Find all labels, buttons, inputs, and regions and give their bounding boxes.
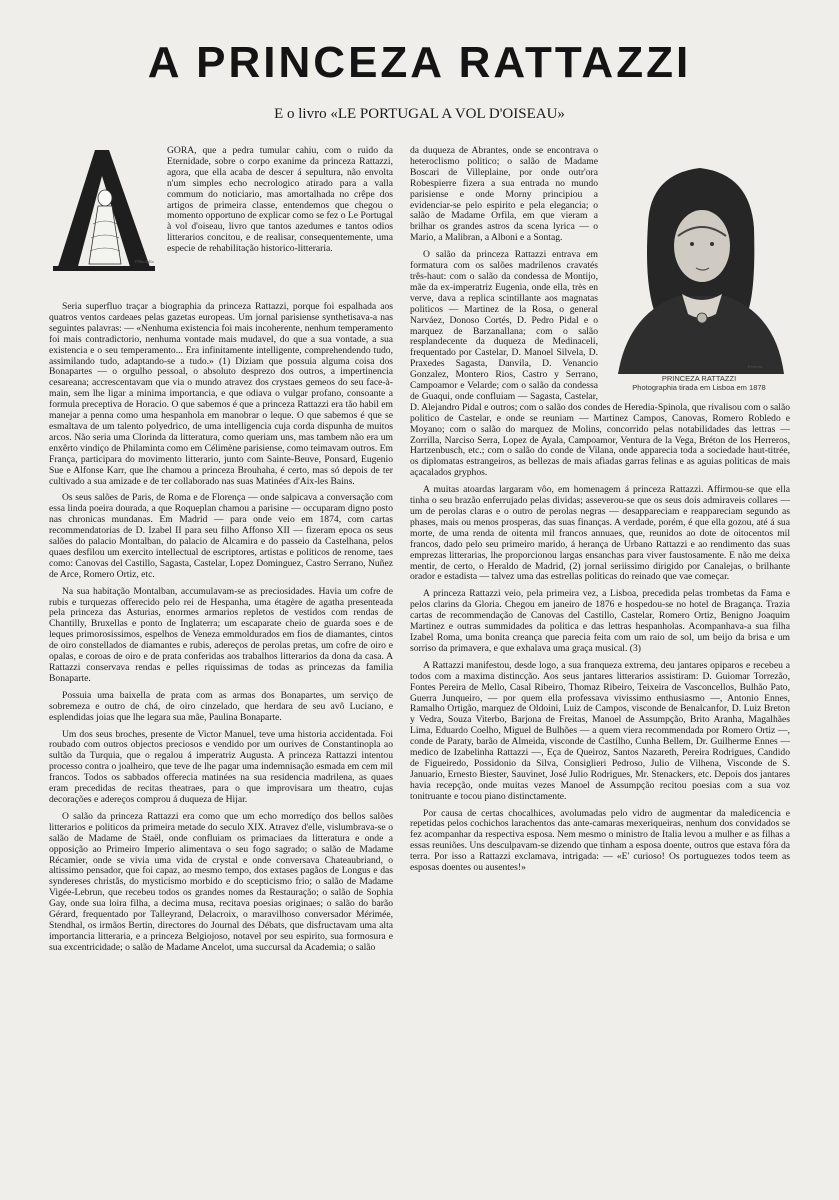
right-column xyxy=(410,146,790,1186)
svg-text:Ferreira: Ferreira xyxy=(748,364,763,369)
paragraph: A muitas atoardas largaram vôo, em homenagem á princeza Rattazzi. Affirmou-se que ella tinha o seu brazão enferrujado pelas dividas; asseverou-se que os seus dois admiraveis collares — um de perolas claras e o outro de perolas negras — desappareciam e reappareciam segundo as phases, mais ou menos prosperas, das suas finanças. A verdade, porém, é que ella gozou, até á sua morte, de uma renda de oitenta mil francos annuaes, que, reunidos ao dote de oitocentos mil francos, dado pelo seu primeiro marido, á herança de Urbano Rattazzi e ao rendimento das suas emprezas litterarias, lhe proporcionou largas ensanchas para viver faustosamente. E não me deixa mentir, de certo, o Heraldo de Madrid, (2) jornal seriissimo dirigido por Canalejas, o brilhante orador e estadista — talvez uma das estrellas politicas do reinado que vae começar. xyxy=(410,484,790,583)
portrait-figure xyxy=(608,146,790,392)
paragraph: O salão da princeza Rattazzi era como que um echo morredíço dos bellos salões litterarios e politicos da primeira metade do seculo XIX. Atravez d'elle, vislumbrava-se o salão de Madame de Staël, onde confluiam os primaciaes da litteratura e onde a opposição ao Primeiro Imperio alimentava o seu fogo sagrado; o salão de Madame Récamier, onde se vivia uma vida de crystal e onde conversava Chateaubriand, o altissimo pensador, que foi capaz, ao mesmo tempo, dos extases pagãos de Longus e das syndereses christãs, do mysticismo morbido e do scepticismo frio; o salão de Madame Vigée-Lebrun, que recebeu todos os grandes nomes da Restauração; o salão de Sophia Gay, onde sua loira filha, a decima musa, recitava poesias originaes; o salão do barão Gérard, frequentado por Talleyrand, Delacroix, o maravilhoso conversador Mérimée, Stendhal, os irmãos Bertin, directores do Journal des Débats, que disfructavam uma alta importancia litteraria, e a princeza Belgiojoso, notavel por seu espirito, sua formosura e sua excentricidade; o salão de Madame Ancelot, uma succursal da Academia; o salão xyxy=(49,810,393,953)
page-subtitle: E o livro «LE PORTUGAL A VOL D'OISEAU» xyxy=(274,106,565,122)
paragraph: Seria superfluo traçar a biographia da princeza Rattazzi, porque foi espalhada aos quatros ventos cardeaes pelas gazetas europeas. Um jornal parisiense synthetisava-a nas seguintes palavras: — «Nenhuma existencia foi mais incoherente, nenhum temperamento foi mais contradictorio, nenhuma vontade mais mudavel, do que a sua vontade, a sua existencia e o seu temperamento... Era infinitamente intelligente, comprehendendo tudo, assimilando tudo, adaptando-se a tudo.» (1) Diziam que possuia alguma coisa dos Bonapartes — o orgulho pessoal, o absoluto desprezo dos outros, a impertinencia cesareana; accrescentavam que via o mundo atravez dos crystaes gemeos do seu face-à-main, sem lhe ligar a minima importancia, e que odiava o vulgar profano, consoante a formula preceptiva de Horacio. O que sabemos é que a princeza Rattazzi era tão habil em manejar a penna como uma hespanhola em manobrar o leque. O que sabemos é que se esmaltava de um talento polyedrico, de uma intelligencia cuja corda dispunha de muitos arcos. Não seria uma Clorinda da litteratura, como queriam uns, mas tambem não era um enxêrto vindiço de Philaminta como em Célimène parisiense, como teimavam outros. Em França, participara do movimento litterario, junto com Sainte-Beuve, Ponsard, Eugenio Sue e Alfonse Karr, que lhe chamou a princeza Brouhaha, é certo, mas só depois de ter cultivado a sua amizade e de ter collaborado nas suas Matinées d'Aix-les Bains. xyxy=(49,301,393,487)
paragraph: Um dos seus broches, presente de Victor Manuel, teve uma historia accidentada. Foi roubado com outros objectos preciosos e vendido por um ourives de Constantinopla ao sultão da Turquia, que o regalou á imperatriz Augusta. A princeza Rattazzi intentou processo contra o joalheiro, que teve de lhe pagar uma indemnisação esmada em cem mil francos. Todos os sabbados offerecia matinées na sua residencia madrilena, as quaes eram precedidas de recitas theatraes, para o que improvisara um theatro, cujas decorações e adereços comprou á duqueza de Hijar. xyxy=(49,728,393,805)
paragraph: Os seus salões de Paris, de Roma e de Florença — onde salpicava a conversação com essa linda poeira dourada, a que Roqueplan chamou a parisine — occuparam digno posto nas chronicas mundanas. Em Madrid — para onde veio em 1874, com cartas recommendatorias de D. Izabel II para seu filho Affonso XII — fizeram epoca os seus salões do palacio Montalban, do palacio de Alcamira e do passeio da Castelhana, pelos quaes desfilou um exercito intellectual de escriptores, artistas e politicos de renome, taes como: Canovas del Castillo, Sagasta, Castelar, Lopez Dominguez, Castro Serrano, Nuñez de Arce, Romero Ortiz, etc. xyxy=(49,492,393,580)
paragraph: A Rattazzi manifestou, desde logo, a sua franqueza extrema, deu jantares opiparos e recebeu a todos com a maxima distincção. Aos seus jantares litterarios assistiram: D. Guiomar Torrezão, Fontes Pereira de Mello, Casal Ribeiro, Thomaz Ribeiro, Teixeira de Vasconcellos, Bulhão Pato, Guerra Junqueiro, — por quem ella professava vivissimo enthusiasmo —, Antonio Ennes, Ramalho Ortigão, marquez de Oldoini, Luiz de Campos, visconde de Benalcanfor, D. Luiz Breton y Vedra, Souza Viterbo, Barjona de Freitas, Manoel de Assumpção, Brito Aranha, Magalhães Lima, Eduardo Coelho, Miguel de Bulhões — a quem viera recommendada por Romero Ortiz —, conde de Paraty, barão de Almeida, visconde de Castilho, Cunha Bellem, Dr. Guilherme Ennes — medico de Izabelinha Rattazzi —, Eça de Queiroz, Santos Nazareth, Pereira Rodrigues, Candido de Figueiredo, Possidonio da Silva, Consiglieri Pedroso, Julio de Vilhena, Visconde de S. Januario, Ernesto Biester, Sauvinet, José Julio Rodrigues, Mr. Stenackers, etc. Depois dos jantares havia recepção, onde muitas vezes Manoel de Assumpção recitou poesias com a sua voz tonitruante e tocou piano distinctamente. xyxy=(410,659,790,802)
drop-cap-a-illustration xyxy=(49,146,159,274)
portrait-photo xyxy=(608,146,790,374)
paragraph xyxy=(49,146,393,296)
svg-text:P.Bordallo: P.Bordallo xyxy=(135,259,154,264)
paragraph: A princeza Rattazzi veio, pela primeira vez, a Lisboa, precedida pelas trombetas da Fama e pelos clarins da Gloria. Chegou em janeiro de 1876 e hospedou-se no hotel de Bragança. Trazia cartas de recommendação de Canovas del Castillo, Castelar, Romero Ortiz, Benigno Joaquim Martinez e outras summidades da politica e das lettras hespanholas. Acompanhava-a sua filha Izabel Roma, uma bonita creança que parecia feita com um raio de sol, um beijo da brisa e um sorriso da primavera, e que exhalava uma graça musical. (3) xyxy=(410,588,790,654)
paragraph: Possuia uma baixella de prata com as armas dos Bonapartes, um serviço de sobremeza e outro de chá, de oiro cinzelado, que herdara de seu avô Luciano, e esplendidas joias que lhe legara sua mãe, Paulina Bonaparte. xyxy=(49,689,393,723)
paragraph: Por causa de certas chocalhices, avolumadas pelo vidro de augmentar da maledicencia e repetidas pelos cochichos larachentos das ante-camaras mexeriqueiras, nenhum dos convidados se fez acompanhar da respectiva esposa. Nem mesmo o ministro de Italia levou a mulher e as filhas a essas reuniões. Uns desculpavam-se dizendo que tinham a esposa doente, outros que estava fóra da terra. Por isso a Rattazzi exclamava, intrigada: — «E' curioso! Os portuguezes todos teem as esposas doentes ou ausentes!» xyxy=(410,807,790,874)
left-column xyxy=(49,146,393,1186)
photo-caption-subtitle: Photographia tirada em Lisboa em 1878 xyxy=(632,383,766,392)
paragraph: da duqueza de Abrantes, onde se encontrava o heteroclismo politico; o salão de Madame Boscari de Villeplaine, por onde outr'ora Robespierre fizera a sua entrada no mundo parisiense e onde Morny principiou a evidenciar-se pelo espirito e pela elegancia; o salão de Madame Orfila, em que vieram a brilhar os grandes astros da scena lyrica — o Mario, a Malibran, a Alboni e a Sontag. xyxy=(410,146,598,244)
paragraph: O salão da princeza Rattazzi entrava em formatura com os salões madrilenos cravatés três-haut: com o salão da condessa de Montijo, mãe da ex-imperatriz Eugenia, onde ella, très en verve, dava a replica scintillante aos magnatas politicos — Martinez de la Rosa, o general Narváez, Donoso Cortés, D. Pedro Pidal e o marquez de Barzanallana; com o salão resplandecente da duqueza de Medinaceli, frequentado por Castelar, D. Manoel Silvela, D. Praxedes Sagasta, Danvila, D. Venancio Gonzalez, Montero Rios, Castro y Serrano, Campoamor e Velarde; com o salão da condessa de Guaqui, onde confluiam — Sagasta, Castelar, D. Alejandro Pidal e outros; com o salão dos condes de Heredia-Spinola, que rivalisou com o salão politico de Castelar, e onde se reuniam — Martinez Campos, Canovas, Romero Robledo e Moyano; com o salão do marquez de Molins, concorrido pelas notabilidades das lettras — Zorrilla, Narciso Serra, Lopez de Ayala, Campoamor, Ventura de la Vega, Bréton de los Herreros, Hartzenbusch, etc.; com o salão do conde de Vilana, onde apparecia toda a sociedade haut-titrée, os diplomatas estrangeiros, as bellezas de mais afiadas garras felinas e as aguias politicas de mais açacalados gryphos. xyxy=(410,249,790,479)
page-title: A PRINCEZA RATTAZZI xyxy=(147,38,692,87)
paragraph: Na sua habitação Montalban, accumulavam-se as preciosidades. Havia um cofre de rubis e turquezas offerecido pelo rei de Hespanha, uma étagère de agatha presenteada pela princeza das Asturias, enormes armarios repletos de vestidos com rendas de Chantilly, Bruxellas e ponto de Inglaterra; um escaparate cheio de guarda soes e de leques primorosissimos, espelhos de Veneza emmoldurados em fios de diamantes, cintos de oiro constellados de diamantes e rubis, adereços de perolas pretas, um cofre de oiro e opalas, e coroas de oiro e de prata conferidas aos trabalhos litterarios da dona da casa. A Rattazzi conservava rendas e pelles riquissimas de todas as princezas da familia Bonaparte. xyxy=(49,585,393,684)
photo-caption-title: PRINCEZA RATTAZZI xyxy=(661,374,737,383)
paragraph-text: GORA, que a pedra tumular cahiu, com o ruido da Eternidade, sobre o corpo exanime da princeza Rattazzi, agora, que ella acaba de descer á sepultura, não envolta n'um simples echo necrologico atirado para a valla commum do noticiario, mas amortalhada no crêpe dos artigos de primeira classe, entendemos que chegou o momento opportuno de explicar como se fez o Le Portugal à vol d'oiseau, livro que tantos azedumes e tantos odios litterarios concitou, e de realisar, consequentemente, uma especie de rehabilitação historico-litteraria. xyxy=(167,146,393,255)
